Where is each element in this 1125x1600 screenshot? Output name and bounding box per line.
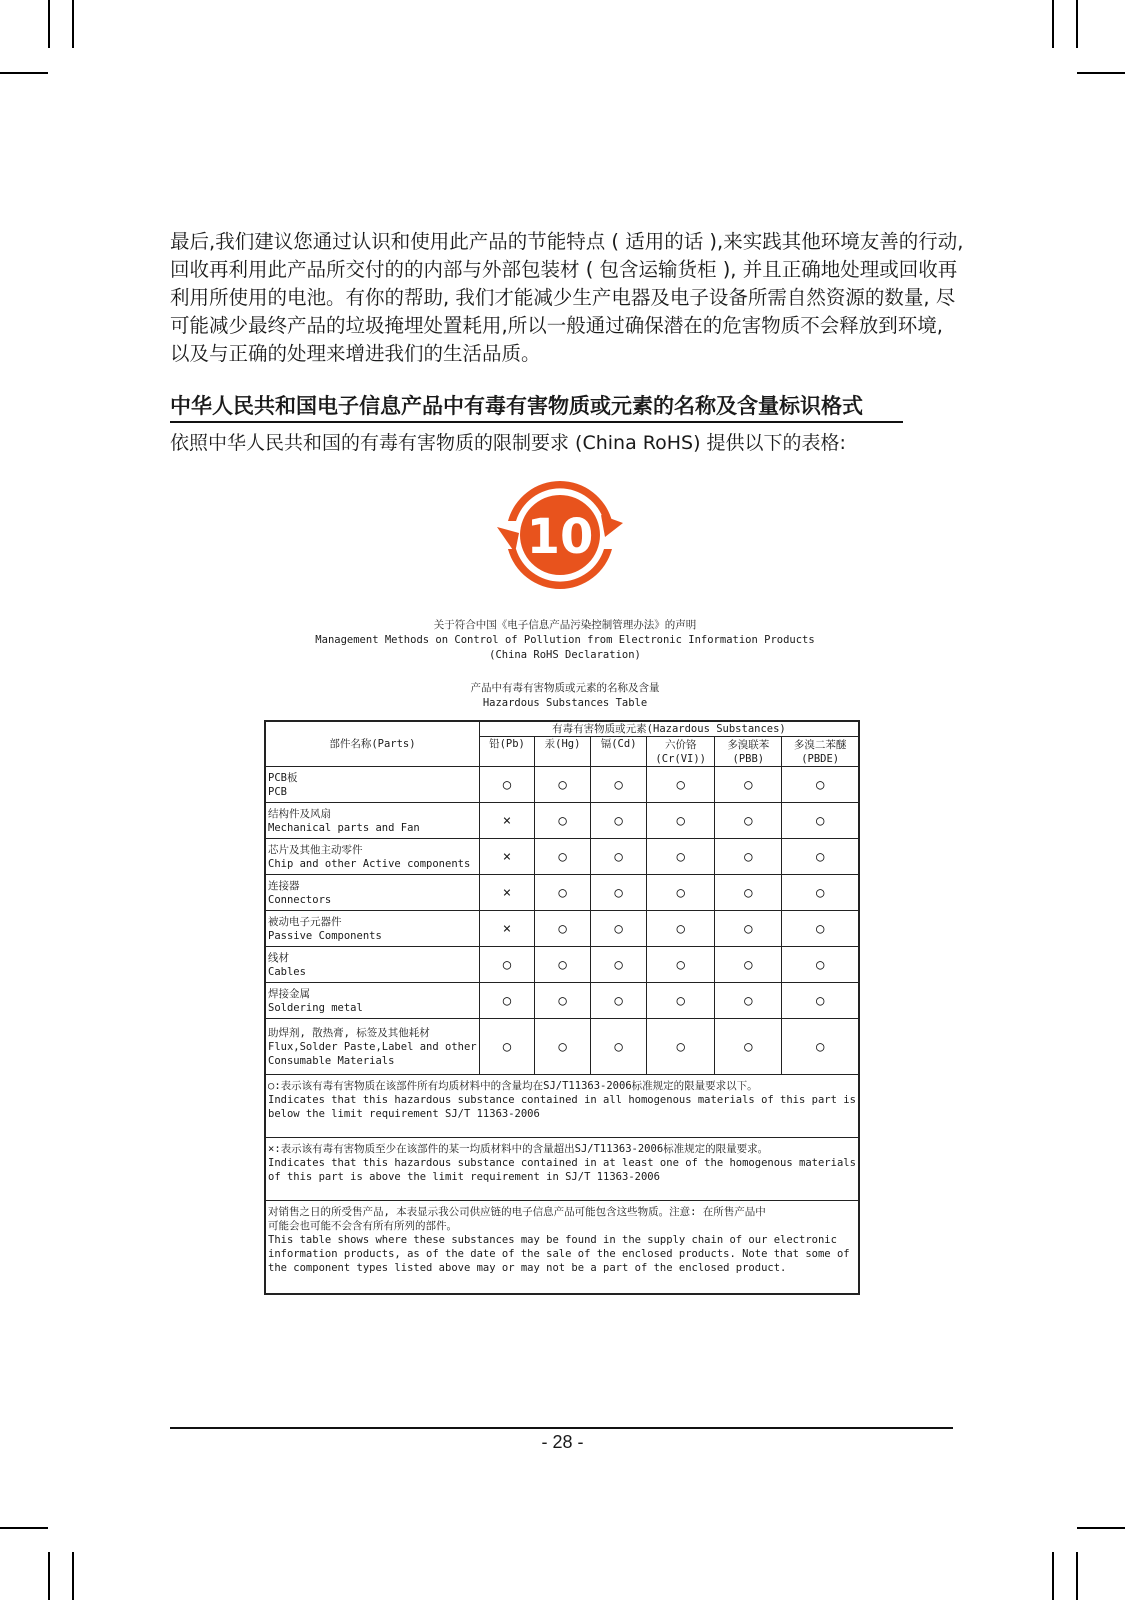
mark-cell: ○ xyxy=(479,983,534,1019)
mark-cell: ○ xyxy=(591,839,647,875)
note-circle: ○:表示该有毒有害物质在该部件所有均质材料中的含量均在SJ/T11363-2006标准规定的限量要求以下。 Indicates that this hazardous substance contained in all homogenous materials of this part is below the limit requirement SJ/T 11363-2006 xyxy=(265,1075,859,1138)
intro-line: 可能减少最终产品的垃圾掩埋处置耗用,所以一般通过确保潜在的危害物质不会释放到环境, xyxy=(170,314,943,337)
mark-cell: × xyxy=(479,911,534,947)
note-row-cross xyxy=(265,1138,859,1201)
mark-cell: ○ xyxy=(647,875,715,911)
mark-cell: ○ xyxy=(535,839,591,875)
mark-cell: ○ xyxy=(647,839,715,875)
mark-cell: ○ xyxy=(535,947,591,983)
mark-cell: ○ xyxy=(782,767,859,803)
section-subheading: 依照中华人民共和国的有毒有害物质的限制要求 (China RoHS) 提供以下的表格: xyxy=(170,432,846,454)
note-cross: ×:表示该有毒有害物质至少在该部件的某一均质材料中的含量超出SJ/T11363-2006标准规定的限量要求。 Indicates that this hazardous substance contained in at least one of the homogenous materials of this part is above the limit requirement in SJ/T 11363-2006 xyxy=(265,1138,859,1201)
table-title-en: Hazardous Substances Table xyxy=(482,697,648,709)
mark-cell: ○ xyxy=(647,911,715,947)
table-row xyxy=(265,983,859,1019)
mark-cell: ○ xyxy=(647,803,715,839)
table-row xyxy=(265,1019,859,1075)
mark-cell: ○ xyxy=(715,947,782,983)
mark-cell: ○ xyxy=(782,1019,859,1075)
table-row xyxy=(265,839,859,875)
crop-mark xyxy=(0,72,48,74)
mark-cell: ○ xyxy=(535,983,591,1019)
mark-cell: ○ xyxy=(479,1019,534,1075)
part-name: 被动电子元器件 Passive Components xyxy=(265,911,479,947)
hazardous-substances-table xyxy=(264,720,860,1295)
declaration-title-en: Management Methods on Control of Pollution from Electronic Information Products xyxy=(315,634,815,646)
table-row xyxy=(265,803,859,839)
mark-cell: ○ xyxy=(782,911,859,947)
note-sale: 对销售之日的所受售产品, 本表显示我公司供应链的电子信息产品可能包含这些物质。注意: 在所售产品中 可能会也可能不会含有所有所列的部件。 This table shows where these substances may be found in the supply chain of our electronic information products, as of the date of the sale of the enclosed products. Note that some of the component types listed above may or may not be a part of the enclosed product. xyxy=(265,1201,859,1295)
crop-mark xyxy=(48,1552,50,1600)
intro-line: 以及与正确的处理来增进我们的生活品质。 xyxy=(170,342,541,365)
part-name: PCB板 PCB xyxy=(265,767,479,803)
mark-cell: ○ xyxy=(535,1019,591,1075)
mark-cell: ○ xyxy=(715,1019,782,1075)
mark-cell: ○ xyxy=(647,767,715,803)
note-row-circle xyxy=(265,1075,859,1138)
mark-cell: ○ xyxy=(647,1019,715,1075)
mark-cell: ○ xyxy=(715,983,782,1019)
mark-cell: ○ xyxy=(782,947,859,983)
part-name: 结构件及风扇 Mechanical parts and Fan xyxy=(265,803,479,839)
part-name: 焊接金属 Soldering metal xyxy=(265,983,479,1019)
mark-cell: ○ xyxy=(479,947,534,983)
crop-mark xyxy=(1077,1527,1125,1529)
crop-mark xyxy=(1076,0,1078,48)
column-header-cd: 镉(Cd) xyxy=(591,737,647,767)
crop-mark xyxy=(1052,0,1054,48)
mark-cell: ○ xyxy=(647,947,715,983)
column-header-cr6: 六价铬 (Cr(VI)) xyxy=(647,737,715,767)
mark-cell: ○ xyxy=(715,839,782,875)
crop-mark xyxy=(48,0,50,48)
heading-underline xyxy=(170,421,903,423)
crop-mark xyxy=(1077,72,1125,74)
mark-cell: ○ xyxy=(535,875,591,911)
mark-cell: ○ xyxy=(535,911,591,947)
mark-cell: ○ xyxy=(782,803,859,839)
mark-cell: ○ xyxy=(591,803,647,839)
mark-cell: × xyxy=(479,839,534,875)
substances-group-header: 有毒有害物质或元素(Hazardous Substances) xyxy=(479,721,859,737)
part-name: 连接器 Connectors xyxy=(265,875,479,911)
mark-cell: ○ xyxy=(715,803,782,839)
mark-cell: ○ xyxy=(591,767,647,803)
part-name: 助焊剂, 散热膏, 标签及其他耗材 Flux,Solder Paste,Label and other Consumable Materials xyxy=(265,1019,479,1075)
mark-cell: ○ xyxy=(715,767,782,803)
crop-mark xyxy=(0,1527,48,1529)
mark-cell: ○ xyxy=(715,911,782,947)
crop-mark xyxy=(1076,1552,1078,1600)
logo-number: 10 xyxy=(526,509,594,565)
note-row-sale xyxy=(265,1201,859,1295)
logo-arrow-left xyxy=(497,527,519,553)
mark-cell: ○ xyxy=(647,983,715,1019)
logo-arrow-right xyxy=(601,515,623,537)
mark-cell: ○ xyxy=(535,803,591,839)
column-header-pbb: 多溴联苯 (PBB) xyxy=(715,737,782,767)
part-name: 芯片及其他主动零件 Chip and other Active components xyxy=(265,839,479,875)
mark-cell: ○ xyxy=(591,983,647,1019)
epup-10-year-logo xyxy=(495,475,625,595)
table-row xyxy=(265,875,859,911)
mark-cell: ○ xyxy=(591,875,647,911)
mark-cell: ○ xyxy=(782,983,859,1019)
mark-cell: ○ xyxy=(782,839,859,875)
intro-line: 回收再利用此产品所交付的的内部与外部包装材 ( 包含运输货柜 ), 并且正确地处理或回收再 xyxy=(170,258,958,281)
declaration-subtitle: (China RoHS Declaration) xyxy=(489,649,641,661)
mark-cell: × xyxy=(479,803,534,839)
part-name: 线材 Cables xyxy=(265,947,479,983)
parts-header: 部件名称(Parts) xyxy=(265,721,479,767)
mark-cell: ○ xyxy=(782,875,859,911)
mark-cell: ○ xyxy=(479,767,534,803)
crop-mark xyxy=(1052,1552,1054,1600)
mark-cell: ○ xyxy=(591,947,647,983)
section-heading: 中华人民共和国电子信息产品中有毒有害物质或元素的名称及含量标识格式 xyxy=(170,394,863,418)
table-title-cn: 产品中有毒有害物质或元素的名称及含量 xyxy=(470,682,660,694)
mark-cell: × xyxy=(479,875,534,911)
crop-mark xyxy=(72,1552,74,1600)
mark-cell: ○ xyxy=(591,911,647,947)
mark-cell: ○ xyxy=(591,1019,647,1075)
mark-cell: ○ xyxy=(715,875,782,911)
column-header-hg: 汞(Hg) xyxy=(535,737,591,767)
column-header-pb: 铅(Pb) xyxy=(479,737,534,767)
table-row xyxy=(265,911,859,947)
mark-cell: ○ xyxy=(535,767,591,803)
declaration-title-cn: 关于符合中国《电子信息产品污染控制管理办法》的声明 xyxy=(433,619,697,631)
table-row xyxy=(265,947,859,983)
table-row xyxy=(265,767,859,803)
column-header-pbde: 多溴二苯醚 (PBDE) xyxy=(782,737,859,767)
table-header-row xyxy=(265,721,859,737)
page-number: - 28 - xyxy=(541,1432,584,1452)
intro-line: 最后,我们建议您通过认识和使用此产品的节能特点 ( 适用的话 ),来实践其他环境友善的行动, xyxy=(170,230,964,253)
intro-line: 利用所使用的电池。有你的帮助, 我们才能减少生产电器及电子设备所需自然资源的数量, 尽 xyxy=(170,286,956,309)
intro-paragraph xyxy=(170,228,964,368)
footer-rule xyxy=(170,1427,953,1429)
crop-mark xyxy=(72,0,74,48)
